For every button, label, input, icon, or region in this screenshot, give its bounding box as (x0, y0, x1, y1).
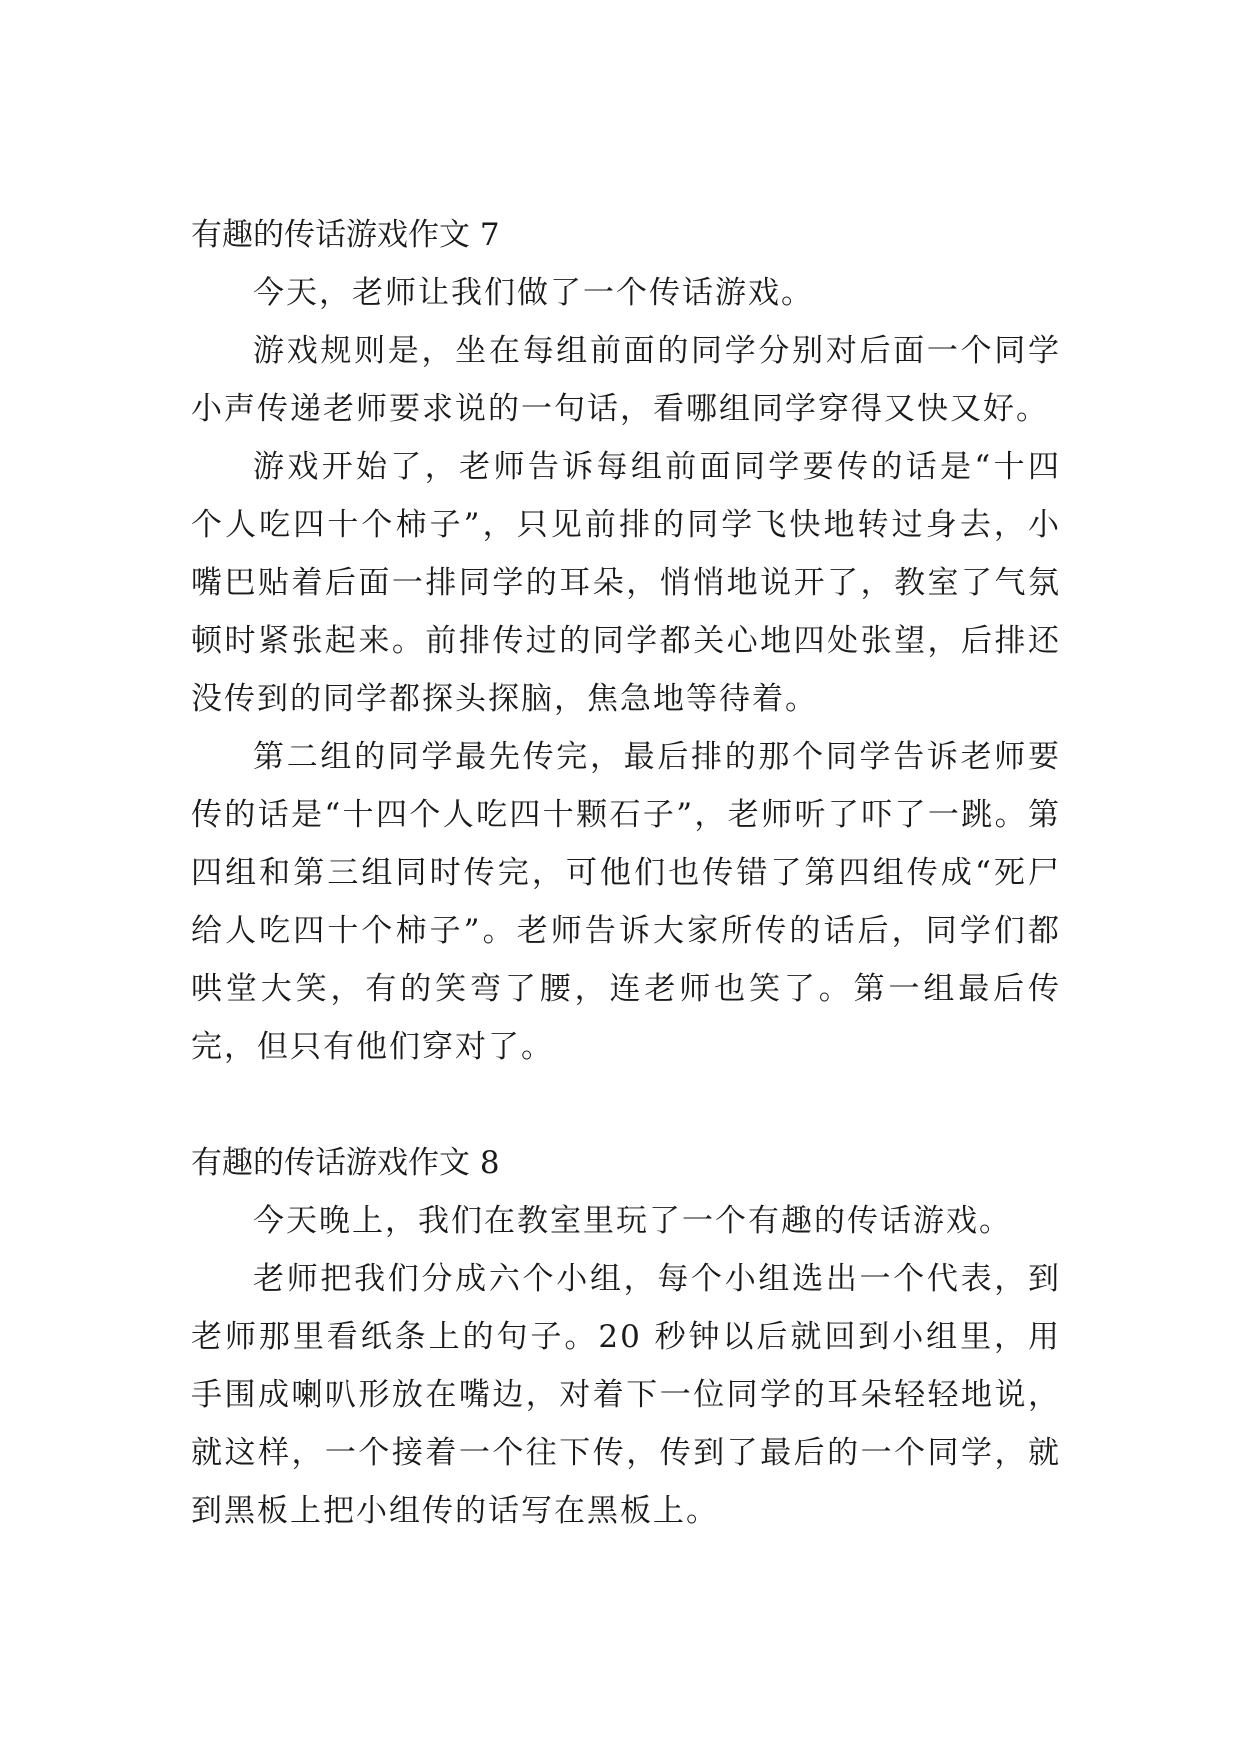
section-title: 有趣的传话游戏作文 7 (191, 217, 500, 253)
paragraph: 游戏规则是，坐在每组前面的同学分别对后面一个同学小声传递老师要求说的一句话，看哪组同学穿得又快又好。 (191, 333, 1061, 427)
document-body (191, 206, 1061, 1540)
paragraph: 老师把我们分成六个小组，每个小组选出一个代表，到老师那里看纸条上的句子。20 秒钟以后就回到小组里，用手围成喇叭形放在嘴边，对着下一位同学的耳朵轻轻地说，就这样，一个接着一个往下传，传到了最后的一个同学，就到黑板上把小组传的话写在黑板上。 (191, 1261, 1061, 1529)
section-spacer (191, 1076, 1061, 1134)
essay-section-8 (191, 1134, 1061, 1540)
section-title: 有趣的传话游戏作文 8 (191, 1145, 500, 1181)
paragraph: 第二组的同学最先传完，最后排的那个同学告诉老师要传的话是“十四个人吃四十颗石子”，老师听了吓了一跳。第四组和第三组同时传完，可他们也传错了第四组传成“死尸给人吃四十个柿子”。老师告诉大家所传的话后，同学们都哄堂大笑，有的笑弯了腰，连老师也笑了。第一组最后传完，但只有他们穿对了。 (191, 739, 1061, 1065)
paragraph: 今天，老师让我们做了一个传话游戏。 (253, 275, 814, 311)
paragraph: 今天晚上，我们在教室里玩了一个有趣的传话游戏。 (253, 1203, 1012, 1239)
paragraph: 游戏开始了，老师告诉每组前面同学要传的话是“十四个人吃四十个柿子”，只见前排的同学飞快地转过身去，小嘴巴贴着后面一排同学的耳朵，悄悄地说开了，教室了气氛顿时紧张起来。前排传过的同学都关心地四处张望，后排还没传到的同学都探头探脑，焦急地等待着。 (191, 449, 1061, 717)
essay-section-7 (191, 206, 1061, 1076)
